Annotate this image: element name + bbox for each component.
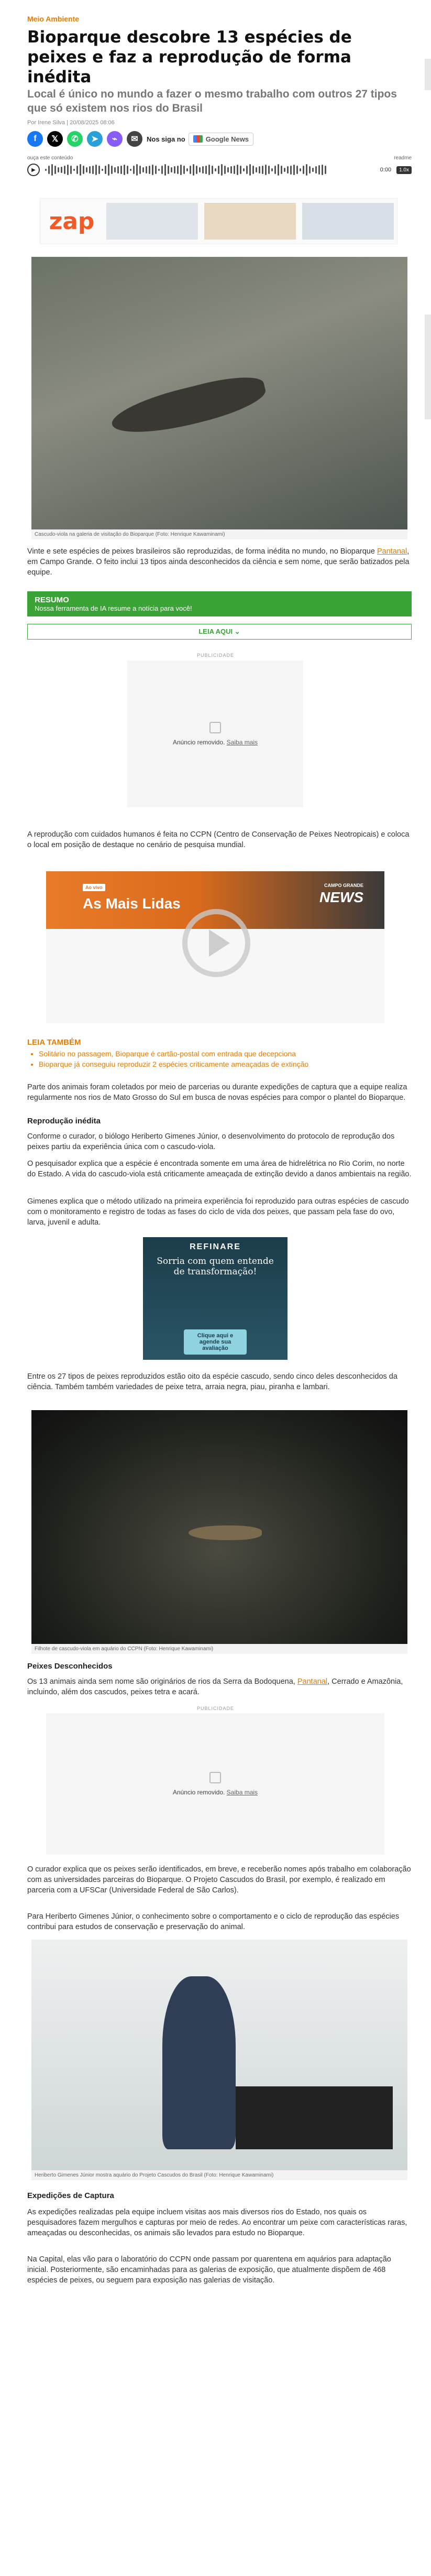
wave-bar [281, 166, 282, 174]
wave-bar [98, 166, 100, 175]
photo-cascudo [31, 257, 407, 529]
refinare-cta[interactable]: Clique aqui e agende sua avaliação [184, 1329, 247, 1355]
wave-bar [102, 169, 103, 171]
paragraph-text: , Cerrado e Amazônia, incluindo, além dos cascudos, peixes tetra e acará. [27, 1677, 403, 1696]
wave-bar [45, 169, 47, 171]
wave-bar [120, 166, 122, 174]
photo-caption: Heriberto Gimenes Júnior mostra aquário do Projeto Cascudos do Brasil (Foto: Henrique Kawaminami) [31, 2170, 407, 2180]
wave-bar [256, 167, 257, 172]
paragraph-text: Vinte e sete espécies de peixes brasileiros são reproduzidas, de forma inédita no mundo, no Bioparque [27, 547, 377, 556]
wave-bar [268, 166, 270, 174]
wave-bar [76, 166, 78, 174]
wave-bar [111, 166, 113, 174]
wave-bar [180, 165, 182, 175]
wave-bar [315, 166, 317, 174]
subheading: Reprodução inédita [27, 1117, 101, 1125]
subtitle: Local é único no mundo a fazer o mesmo trabalho com outros 27 tipos que só existem nos rios do Brasil [27, 88, 397, 114]
wave-bar [48, 166, 50, 174]
wave-bar [249, 164, 251, 176]
fish-shape [108, 370, 269, 443]
wave-bar [227, 167, 229, 172]
wave-bar [171, 167, 172, 172]
wave-bar [259, 166, 260, 174]
paragraph: As expedições realizadas pela equipe incluem visitas aos mais diversos rios do Estado, nos quais os pesquisadores fazem mergulhos e capturas por meio de redes. Ao encontrar um peixe com características raras, ameaçadas ou desconhecidas, os animais são levados para estudo no Bioparque. [27, 2208, 407, 2237]
wave-bar [306, 164, 307, 176]
wave-bar [133, 166, 135, 174]
resumo-text: Nossa ferramenta de IA resume a notícia para você! [35, 604, 192, 612]
wave-bar [237, 165, 238, 175]
wave-bar [262, 166, 263, 175]
ad-placeholder-icon [209, 1772, 221, 1783]
link-pantanal[interactable]: Pantanal [377, 547, 407, 556]
google-news-badge[interactable] [189, 133, 253, 146]
refinare-headline: Sorria com quem entende de transformação! [157, 1256, 274, 1277]
wave-bar [127, 166, 128, 174]
wave-bar [152, 165, 153, 175]
paragraph: O pesquisador explica que a espécie é encontrada somente em uma área de hidrelétrica no Rio Corim, no norte do Estado. A vida do cascudo-viola está criticamente ameaçada de extinção devido a danos ambientais na região. [27, 1160, 412, 1178]
wave-bar [199, 167, 201, 172]
facebook-icon[interactable]: f [27, 131, 43, 147]
paragraph: Parte dos animais foram coletados por meio de parcerias ou durante expedições de captura que a equipe realiza regularmente nos rios de Mato Grosso do Sul em busca de novas espécies para compor o plantel do Bioparque. [27, 1083, 407, 1102]
photo-caption: Cascudo-viola na galeria de visitação do Bioparque (Foto: Henrique Kawaminami) [31, 529, 407, 539]
leia-aqui-button[interactable]: LEIA AQUI ⌄ [27, 624, 412, 640]
resumo-title: RESUMO [35, 596, 69, 604]
byline: Por Irene Silva | 20/08/2025 08:06 [27, 120, 115, 126]
paragraph: Na Capital, elas vão para o laboratório do CCPN onde passam por quarentena em aquários para adaptação inicial. Posteriormente, são encaminhadas para as galerias de exposição, que atualmente dispõem de 468 espécies de peixes, ou seguem para exposição nas galerias de visitação. [27, 2255, 391, 2285]
wave-bar [309, 166, 311, 174]
paragraph: Entre os 27 tipos de peixes reproduzidos estão oito da espécie cascudo, sendo cinco deles desconhecidos da ciência. Também também variedades de peixe tetra, arraia negra, piau, piranha e lambari. [27, 1372, 397, 1391]
wave-bar [58, 167, 59, 173]
email-icon[interactable]: ✉ [127, 131, 142, 147]
wave-bar [290, 166, 292, 175]
ad-placeholder-icon [209, 722, 221, 733]
ad-house-image [302, 203, 394, 240]
photo-caption: Filhote de cascudo-viola em aquário do CCPN (Foto: Henrique Kawaminami) [31, 1644, 407, 1654]
subheading: Peixes Desconhecidos [27, 1662, 113, 1671]
also-read-item[interactable]: • Solitário no passagem, Bioparque é cartão-postal com entrada que decepciona [39, 1048, 412, 1059]
wave-bar [130, 169, 131, 171]
play-icon[interactable] [182, 909, 250, 977]
wave-bar [177, 166, 179, 175]
link-pantanal[interactable]: Pantanal [297, 1677, 328, 1686]
wave-bar [265, 165, 267, 175]
paragraph: Conforme o curador, o biólogo Heriberto Gimenes Júnior, o desenvolvimento do protocolo de reprodução dos peixes partiu da experiência única com o cascudo-viola. [27, 1132, 395, 1151]
also-read-item[interactable]: • Bioparque já conseguiu reproduzir 2 espécies criticamente ameaçadas de extinção [39, 1059, 412, 1069]
wave-bar [73, 169, 75, 171]
photo-filhote-cascudo [31, 1410, 407, 1644]
wave-bar [51, 164, 53, 176]
wave-bar [186, 168, 188, 171]
audio-time: 0:00 [380, 167, 392, 173]
wave-bar [146, 166, 147, 174]
wave-bar [230, 166, 232, 174]
wave-bar [205, 166, 207, 175]
wave-bar [243, 168, 245, 171]
google-news-icon [193, 135, 203, 143]
wave-bar [296, 166, 298, 174]
wave-bar [70, 166, 72, 175]
section-tag[interactable]: Meio Ambiente [27, 15, 80, 23]
audio-listen-label: ouça este conteúdo [27, 155, 73, 161]
follow-label: Nos siga no [147, 135, 185, 143]
wave-bar [196, 166, 197, 174]
wave-bar [303, 166, 304, 175]
wave-bar [190, 166, 191, 174]
paragraph: Para Heriberto Gimenes Júnior, o conhecimento sobre o comportamento e o ciclo de reprodução das espécies contribui para estudos de conservação e preservação do animal. [27, 1912, 400, 1931]
wave-bar [86, 167, 87, 172]
wave-bar [274, 166, 276, 174]
wave-bar [208, 165, 210, 175]
wave-bar [80, 164, 81, 176]
wave-bar [221, 164, 223, 176]
wave-bar [114, 167, 116, 172]
paragraph [27, 1676, 412, 1697]
resumo-box [27, 591, 412, 616]
wave-bar [234, 166, 235, 175]
paragraph [27, 546, 412, 578]
ad-refinare[interactable] [143, 1237, 288, 1360]
wave-bar [161, 166, 163, 174]
wave-bar [64, 166, 65, 174]
wave-bar [155, 166, 157, 174]
wave-bar [212, 166, 213, 174]
wave-bar [322, 165, 323, 175]
video-player[interactable] [46, 871, 384, 1023]
ad-banner-zap[interactable] [40, 198, 397, 244]
aquarium-shape [236, 2086, 393, 2149]
paragraph: O curador explica que os peixes serão identificados, em breve, e receberão nomes após trabalho em colaboração com as universidades parceiras do Bioparque. O Projeto Cascudos do Brasil, por exemplo, é realizado em parceria com a UFSCar (Universidade Federal de São Carlos). [27, 1865, 411, 1895]
wave-bar [136, 164, 138, 176]
wave-bar [202, 166, 204, 174]
wave-bar [92, 166, 94, 174]
wave-bar [318, 165, 320, 174]
wave-bar [183, 166, 185, 174]
wave-bar [89, 166, 91, 173]
paragraph-text: , em Campo Grande. O feito inclui 13 tipos ainda desconhecidos da ciência e sem nome, que serão batizados pela equipe. [27, 547, 410, 577]
brand-top: CAMPO GRANDE [324, 883, 363, 888]
fish-shape [189, 1525, 262, 1540]
wave-bar [54, 166, 56, 174]
wave-bar [105, 166, 106, 174]
zap-logo: zap [49, 208, 95, 235]
wave-bar [287, 166, 289, 174]
audio-waveform[interactable] [45, 164, 375, 176]
side-ad-edge [425, 315, 431, 419]
wave-bar [124, 165, 125, 175]
wave-bar [61, 167, 62, 174]
live-badge: Ao vivo [83, 884, 105, 891]
also-read-title: LEIA TAMBÉM [27, 1038, 81, 1047]
wave-bar [224, 166, 226, 174]
ad-removed: Anúncio removido. Saiba mais [127, 661, 303, 807]
paragraph: A reprodução com cuidados humanos é feita no CCPN (Centro de Conservação de Peixes Neotropicais) e coloca o local em posição de destaque no cenário de pesquisa mundial. [27, 830, 410, 849]
saiba-mais-link[interactable]: Saiba mais [226, 1789, 258, 1796]
google-news-label: Google News [205, 135, 249, 143]
wave-bar [67, 165, 69, 175]
also-read-list [27, 1048, 412, 1069]
video-title: As Mais Lidas [83, 895, 181, 912]
photo-heriberto [31, 1940, 407, 2170]
follow-google-news[interactable] [147, 133, 253, 146]
headline: Bioparque descobre 13 espécies de peixes e faz a reprodução de forma inédita [27, 28, 352, 86]
brand-news: NEWS [319, 889, 363, 905]
refinare-logo: REFINARE [190, 1242, 241, 1251]
wave-bar [293, 165, 295, 175]
wave-bar [83, 166, 84, 174]
telegram-icon[interactable]: ➤ [87, 131, 103, 147]
wave-bar [252, 166, 254, 174]
wave-bar [158, 169, 160, 171]
ad-house-image [106, 203, 198, 240]
wave-bar [325, 166, 326, 174]
paragraph: Gimenes explica que o método utilizado na primeira experiência foi reproduzido para outras espécies de cascudo com o monitoramento e registro de todas as fases do ciclo de vida dos peixes, que passam pela fase do ovo, larva, juvenil e adulta. [27, 1197, 409, 1227]
wave-bar [139, 166, 141, 174]
wave-bar [215, 168, 216, 171]
audio-brand: readme [394, 155, 412, 161]
x-icon[interactable]: 𝕏 [47, 131, 63, 147]
wave-bar [95, 165, 97, 175]
person-shape [162, 1976, 236, 2149]
wave-bar [149, 166, 150, 175]
paragraph-text: Os 13 animais ainda sem nome são originários de rios da Serra da Bodoquena, [27, 1677, 297, 1686]
wave-bar [271, 168, 273, 171]
wave-bar [278, 164, 279, 176]
wave-bar [108, 164, 109, 176]
wave-bar [174, 166, 175, 174]
wave-bar [218, 166, 219, 174]
side-ad-edge [425, 59, 431, 90]
wave-bar [300, 168, 301, 171]
wave-bar [284, 168, 285, 172]
wave-bar [240, 166, 241, 174]
whatsapp-icon[interactable]: ✆ [67, 131, 83, 147]
share-row [27, 131, 412, 147]
wave-bar [193, 164, 194, 176]
saiba-mais-link[interactable]: Saiba mais [226, 739, 258, 746]
ad-label: PUBLICIDADE [196, 1706, 235, 1711]
audio-speed[interactable]: 1.0x [396, 166, 412, 174]
wave-bar [246, 166, 248, 174]
audio-header [27, 155, 412, 161]
ad-label: PUBLICIDADE [196, 653, 235, 658]
ad-removed: Anúncio removido. Saiba mais [46, 1713, 384, 1855]
chevron-down-icon: ⌄ [234, 627, 240, 635]
wave-bar [117, 166, 119, 173]
subheading: Expedições de Captura [27, 2191, 114, 2200]
audio-player [27, 164, 412, 176]
wave-bar [142, 167, 144, 172]
play-icon[interactable]: ▶ [27, 164, 40, 176]
ad-house-image [204, 203, 296, 240]
messenger-icon[interactable]: ⌁ [107, 131, 123, 147]
wave-bar [168, 166, 169, 174]
wave-bar [312, 168, 314, 172]
wave-bar [164, 164, 166, 176]
